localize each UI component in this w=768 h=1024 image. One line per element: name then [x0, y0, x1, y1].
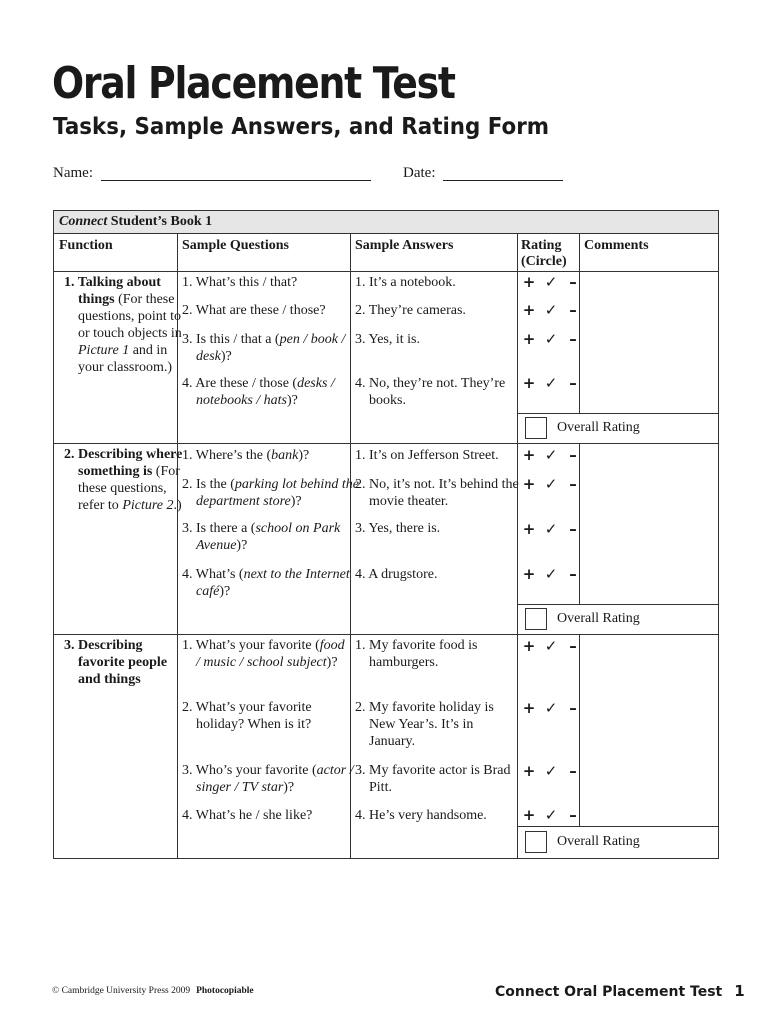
section-divider — [54, 443, 718, 444]
photocopiable-text: Photocopiable — [196, 986, 254, 996]
sample-answer: 2. They’re cameras. — [355, 303, 466, 318]
rating-plus[interactable]: + — [522, 475, 536, 493]
rating-plus[interactable]: + — [522, 520, 536, 538]
sample-answer: 3. Yes, it is. — [355, 332, 420, 347]
overall-rating-label: Overall Rating — [557, 420, 640, 435]
rating-choices[interactable] — [518, 762, 584, 780]
rating-plus[interactable]: + — [522, 446, 536, 464]
sample-answer: 4. A drugstore. — [355, 567, 438, 582]
rating-plus[interactable]: + — [522, 273, 536, 291]
sample-answer: 1. My favorite food is hamburgers. — [355, 638, 478, 670]
book-series: Connect — [59, 214, 108, 229]
rating-minus[interactable]: – — [569, 330, 577, 348]
rating-choices[interactable] — [518, 699, 584, 717]
rating-minus[interactable]: – — [569, 475, 577, 493]
rating-check[interactable]: ✓ — [544, 637, 558, 655]
overall-divider — [517, 413, 718, 414]
rating-choices[interactable] — [518, 330, 584, 348]
rating-check[interactable]: ✓ — [544, 446, 558, 464]
header-answers: Sample Answers — [355, 238, 454, 253]
rating-choices[interactable] — [518, 637, 584, 655]
rating-check[interactable]: ✓ — [544, 374, 558, 392]
sample-question: 2. Is the (parking lot behind the department store)? — [182, 477, 359, 509]
sample-question: 4. What’s (next to the Internet café)? — [182, 567, 350, 599]
sample-question: 1. What’s your favorite (food / music / school subject)? — [182, 638, 345, 670]
rating-check[interactable]: ✓ — [544, 565, 558, 583]
rating-minus[interactable]: – — [569, 699, 577, 717]
header-rating-line2: (Circle) — [521, 254, 567, 269]
header-function: Function — [59, 238, 113, 253]
function-cell — [64, 637, 190, 688]
sample-answer: 1. It’s on Jefferson Street. — [355, 448, 499, 463]
rating-plus[interactable]: + — [522, 806, 536, 824]
rating-minus[interactable]: – — [569, 806, 577, 824]
rating-choices[interactable] — [518, 273, 584, 291]
rating-minus[interactable]: – — [569, 301, 577, 319]
rating-choices[interactable] — [518, 520, 584, 538]
page-number: 1 — [734, 982, 745, 1000]
rating-minus[interactable]: – — [569, 520, 577, 538]
header-rating — [521, 238, 567, 270]
rating-minus[interactable]: – — [569, 374, 577, 392]
sample-answer: 2. No, it’s not. It’s behind the movie theater. — [355, 477, 519, 509]
sample-answer: 2. My favorite holiday is New Year’s. It’s in January. — [355, 700, 494, 749]
function-note-tail: and in your classroom.) — [78, 343, 173, 375]
function-picture-ref: Picture 1 — [78, 343, 130, 358]
overall-divider — [517, 826, 718, 827]
function-cell — [64, 446, 188, 514]
rating-check[interactable]: ✓ — [544, 806, 558, 824]
rating-choices[interactable] — [518, 565, 584, 583]
date-line — [443, 180, 563, 181]
col-divider — [579, 634, 580, 826]
rating-plus[interactable]: + — [522, 374, 536, 392]
rating-plus[interactable]: + — [522, 637, 536, 655]
date-field[interactable] — [403, 165, 435, 182]
overall-rating-checkbox[interactable] — [525, 608, 547, 630]
name-label: Name: — [53, 165, 93, 181]
rating-minus[interactable]: – — [569, 273, 577, 291]
page-subtitle: Tasks, Sample Answers, and Rating Form — [53, 114, 550, 140]
page-title: Oral Placement Test — [52, 58, 455, 109]
rating-choices[interactable] — [518, 301, 584, 319]
rating-check[interactable]: ✓ — [544, 330, 558, 348]
rating-check[interactable]: ✓ — [544, 301, 558, 319]
rating-plus[interactable]: + — [522, 301, 536, 319]
rating-minus[interactable]: – — [569, 565, 577, 583]
sample-question: 3. Who’s your favorite (actor / singer / TV star)? — [182, 763, 354, 795]
product-name: Connect Oral Placement Test — [495, 984, 723, 1000]
rating-choices[interactable] — [518, 374, 584, 392]
rating-check[interactable]: ✓ — [544, 520, 558, 538]
sample-question: 2. What are these / those? — [182, 303, 326, 318]
rating-plus[interactable]: + — [522, 565, 536, 583]
sample-question: 4. Are these / those (desks / notebooks / hats)? — [182, 376, 335, 408]
name-line — [101, 180, 371, 181]
footer-product — [495, 982, 745, 1000]
overall-rating[interactable] — [525, 417, 640, 439]
function-title: 2. Describing where something is — [64, 447, 183, 479]
overall-rating-checkbox[interactable] — [525, 417, 547, 439]
sample-question: 1. Where’s the (bank)? — [182, 448, 310, 463]
overall-rating-label: Overall Rating — [557, 611, 640, 626]
sample-question: 3. Is this / that a (pen / book / desk)? — [182, 332, 346, 364]
rating-check[interactable]: ✓ — [544, 762, 558, 780]
rating-choices[interactable] — [518, 806, 584, 824]
function-note: (For these questions, point to or touch objects in — [78, 292, 182, 341]
footer-copyright — [52, 986, 254, 996]
overall-rating[interactable] — [525, 831, 640, 853]
sample-question: 4. What’s he / she like? — [182, 808, 313, 823]
sample-question: 1. What’s this / that? — [182, 275, 298, 290]
date-label: Date: — [403, 165, 436, 181]
rating-minus[interactable]: – — [569, 762, 577, 780]
rating-plus[interactable]: + — [522, 330, 536, 348]
header-divider — [54, 271, 718, 272]
rating-check[interactable]: ✓ — [544, 273, 558, 291]
name-field[interactable] — [53, 165, 93, 182]
rating-check[interactable]: ✓ — [544, 699, 558, 717]
function-title: 1. Talking about things — [64, 275, 161, 307]
sample-question: 3. Is there a (school on Park Avenue)? — [182, 521, 341, 553]
sample-answer: 3. Yes, there is. — [355, 521, 441, 536]
copyright-text: © Cambridge University Press 2009 — [52, 986, 191, 996]
rating-choices[interactable] — [518, 446, 584, 464]
overall-rating-checkbox[interactable] — [525, 831, 547, 853]
rating-choices[interactable] — [518, 475, 584, 493]
function-note-tail: .) — [173, 498, 182, 513]
sample-answer: 4. No, they’re not. They’re books. — [355, 376, 506, 408]
header-comments: Comments — [584, 238, 649, 253]
book-label: Student’s Book 1 — [110, 214, 213, 229]
function-picture-ref: Picture 2 — [122, 498, 174, 513]
rating-plus[interactable]: + — [522, 762, 536, 780]
sample-question: 2. What’s your favorite holiday? When is it? — [182, 700, 312, 732]
section-divider — [54, 634, 718, 635]
header-questions: Sample Questions — [182, 238, 289, 253]
function-cell — [64, 274, 188, 376]
overall-rating-label: Overall Rating — [557, 834, 640, 849]
overall-rating[interactable] — [525, 608, 640, 630]
rating-check[interactable]: ✓ — [544, 475, 558, 493]
sample-answer: 4. He’s very handsome. — [355, 808, 487, 823]
function-note: (For these questions, refer to — [78, 464, 180, 513]
sample-answer: 3. My favorite actor is Brad Pitt. — [355, 763, 511, 795]
function-title: 3. Describing favorite people and things — [64, 638, 168, 687]
rating-form-table — [53, 210, 719, 859]
header-rating-line1: Rating — [521, 238, 562, 253]
sample-answer: 1. It’s a notebook. — [355, 275, 456, 290]
overall-divider — [517, 604, 718, 605]
rating-plus[interactable]: + — [522, 699, 536, 717]
book-header — [54, 211, 718, 234]
rating-minus[interactable]: – — [569, 446, 577, 464]
rating-minus[interactable]: – — [569, 637, 577, 655]
